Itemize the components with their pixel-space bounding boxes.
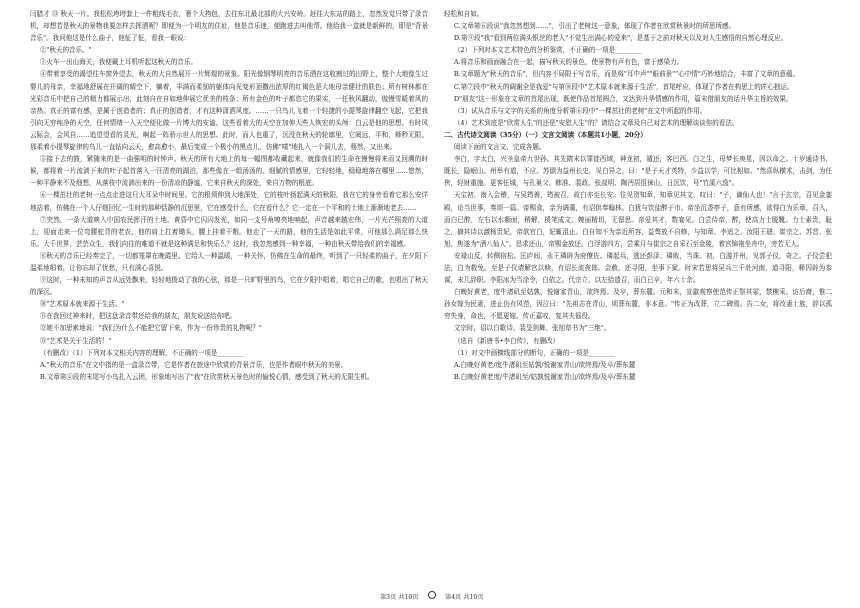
question-line: A.白晚好黄老/度牛渚矶至姑孰/悦谢家青山/欲终焉/及卒/葬东麓 [453,360,636,369]
passage-paragraph: ⑦突然，一条大道映入中国农民挥汗的土地。黄昏中它闪闪发光，如同一支号角嘹亮地响起，声音越来越宏伟，一片光芒照亮的大道上，迎面走来一位弯腰驼背的老农，他的肩上扛着锄头，腰上挂着干粮。他走了一天的路，他的生活是如此平常，可他那么满足那么快乐。大千世界，芸芸众生，我们向往的难道不就是这种满足和快乐么？这时，我忽然感到一种幸福，一种由秋天带给我们的幸福感。 [30,215,428,248]
page-number-right: 第4页 共10页 [445,594,484,601]
classical-intro: 阅读下面的文言文，完成各题。 [453,143,546,152]
reading-questions [30,347,428,383]
classical-paragraph: 安禄山反，转侧宿松、匡庐间，永王璘辟为府僚佐。璘起兵，逃还彭泽；璘败，当诛。初，白游并州，见郭子仪，奇之。子仪尝犯法，白为救免。至是子仪请解官以赎，有诏长流夜郎。会赦，还寻阳，坐事下狱。时宋若思将吴兵三千赴河南，道寻阳，释囚辟为参谋，未几辞职。李阳冰为当涂令，白依之。代宗立，以左拾遗召，而白已卒，年六十余。 [444,251,832,285]
classical-paragraph: 文宗时，诏以白歌诗、裴旻剑舞、张旭草书为"三绝"。 [453,324,611,333]
binding-hole-icon [428,591,436,599]
passage-paragraph: ④带着享受的渴望往车窗外望去，秋天的大自然展开一片辉煌的景象。阳光像钢琴明亮的音乐洒在这收割过的田野上，整个大地像生过婴儿的母亲，幸福地舒展在开阔的晴空下，躺着，丰满而柔韧的躯体向光变形顶撒出浓厚的红褐色是大地母亲健壮的肤色；所有树林都在光彩音乐中把自己的精力都展示出，此刻自在自如地伸展它优美的枝条；所有金色的叶子都恣它的果实，一任秋风翻动，傲慢雪暖着风的亲热。真正的富有感，是属于创造者的；真正的创造者，才有这种潇洒风度。……一只鸟儿飞着一个轻捷的小提琴旋律翻空飞起，它把我引向无穷纯净的天空，任何情绪一入天空便化做一片博大的安谧。这些看着大的天空在加伸大些人恢宏的头颅：白云是他的思想。有时风云际会，会风自……追望望看的灵光，啊起一阵骄示世人的思想。此时，而人也重了，沉没在秋天的轮廓里，它阅远，平和，释秒无限。那柔着小提琴旋律的鸟儿一直钻向云天，愈高愈小，最后变成一个极小的黑点儿，仿佛"噗"地扎入一个洞儿去，蓦然，又出来。 [30,70,428,152]
passage-paragraph: ⑥一棵茁壮的老树一点点走进这只大耳朵中时间里。它的根须伸到大地深处，它的枝叶扬起满天的秋阳，我在它的身旁看着它那么安详地站着，仿佛在一个人仔细回忆一生时的那种恬静的沉思里，它在感受什么，它在看什么？它一定在一个平和的土地上渐渐地老去…… [30,191,428,212]
question-line: B.白晚好黄老度/牛渚矶至/姑孰悦谢家青山/欲终焉/及卒/葬东麓 [453,372,636,381]
question-line: 轻松和自如。 [444,10,484,18]
question-line: （3）试从音乐与文字的关系的角度分析第⑥段中"一棵茁壮的老树"在文中所起的作用。 [453,106,707,115]
passage-paragraph: ②"秋天的音乐。" [39,46,92,55]
question-line: B.文章第④段的末尾写小鸟扎入云团，形象地写出了"我"在欣赏秋天景色时的愉悦心情，感受到了秋天的无限生机。 [39,372,374,381]
classical-paragraph: （选自《新唐书•李白传》，有删改） [453,336,560,345]
question-line: C.文章第⑥段说"我忽然想到……"，引出了老树这一意象，体现了作者在欣赏秋景时的所思所感。 [453,22,736,31]
passage-paragraph: ⑪在我回过神来时，把这盘录音带还给我的朋友，朋友说送给你吧。 [39,312,237,321]
passage-paragraph: ⑨这时，一种未知的声音从远处飘来，轻轻地拨动了我的心弦，那是一只旷野里的鸟，它在夕阳中唱着，唱它自己的歌，也唱出了秋天的深沉。 [30,276,428,297]
passage-paragraph: ⑩"艺术原本就来源于生活。" [39,300,125,309]
question-line: C.第⑦段中"秋天的阔谢全是我爱"与第⑩段中"艺术原本就来源于生活"，首尾呼应，体现了作者在构思上的匠心独运。 [453,82,794,91]
reading-questions-continued [444,8,832,129]
question-line: D.第⑨段"我"看到两位满头银丝的老人"不觉生出满心的爱来"，是基于之前对秋天以及对人生感悟的自然心理反应。 [453,34,788,43]
classical-passage [444,153,832,347]
question-line: （4）艺术到底是"欣赏人生"的还是"安慰人生"的？请结合文章及自己对艺术的理解谈谈你的看法。 [453,118,739,127]
question-line: B.文章题为"秋天的音乐"，但内容不局限于写音乐，而是将"耳中声""眼前景""心中情"巧妙地结合，丰富了文章的意蕴。 [453,70,800,79]
classical-paragraph: 天宝初，南入会稽，与吴筠善，筠被召，故白亦至长安。往见贺知章，知章见其文，叹曰："子，谪仙人也！"言于玄宗，召见金銮殿，论当世事，奏颂一篇。帝赐食，亲为调羹，有诏供奉翰林。白犹与饮徒醉于市。帝坐沉香亭子，意有所感，欲得白为乐章，召入，而白已醉，左右以水颒面，稍解，援笔成文，婉丽精切，无留思。帝爱其才，数宴见。白尝侍帝，醉，使高力士脱靴。力士素贵，耻之，摘其诗以激杨贵妃，帝欲官白，妃辄沮止。白自知不为亲近所容，益骜放不自修，与知章、李适之、汝阳王琎、崔宗之、苏晋、张旭、焦遂为"酒八仙人"。恳求还山，帝赐金放还。白浮游四方，尝乘月与崔宗之自采石至金陵，着宫锦袍坐舟中，旁若无人。 [444,191,832,248]
question-line: （2）下列对本文艺术特色的分析鉴赏，不正确的一项是________ [453,46,642,55]
question-line: （有删改）（1）下列对本文相关内容的理解，不正确的一项是________ [39,348,244,357]
passage-paragraph: ⑫她不加思索地说："我们为什么不能把它留下来，作为一份珍贵的礼物呢？" [39,324,262,333]
classical-paragraph: 李白，字太白，兴圣皇帝九世孙。其先隋末以罪徙西域，神龙初，遁还，客巴西。白之生，母梦长庚星，因以命之。十岁通诗书，既长，隐岷山。州举有道，不应。苏颋为益州长史，见白异之，曰："是子天才英特，少益以学，可比相如。"然喜纵横术，击剑，为任侠，轻财重施。更客任城，与孔巢父、韩准、裴政、张叔明、陶沔居徂徕山，日沉饮，号"竹溪六逸"。 [444,155,832,188]
passage-paragraph: ⑤接下去的鼓，紧随来的是一曲强明的时钟声。秋天的所有大地上的每一幅图都收藏起来，就像我们的生命在慢慢将来而又回溯的时候，都将着一片流淌下来的叶子起首落入一汪清亮的湖泊，那些像在一组汤汤的、细腻的情感里，它轻轻地，稳稳地落在哪里……悠然，一种平静来不及细想，从落枝中流淌出来的一份清凉的静谧，它来自秋天的深处，来自万物的根底。 [30,155,428,188]
question-line: （1）对文中画横线部分的断句，正确的一项是________ [453,348,616,357]
passage-paragraph: ⑧秋天的音乐已经奏完了，一切都笼罩在晚霞里。它给人一种温暖，一种关怀，仿佛在生命的最终，听到了一只轻柔的曲子，在夕阳下温柔地唱着，让你忘却了忧愁，只有满心喜悦。 [30,251,428,272]
question-line: D"朋友"这一形象在文章的首尾出现，既使作品首尾圆合，又达到升华情感的作用，篇末借朋友的话升华主旨的效果。 [453,94,793,103]
page-number-left: 第3页 共10页 [380,594,419,601]
left-column [30,8,428,383]
classical-questions [444,347,832,383]
right-column [444,8,832,383]
classical-paragraph: 白晚好黄老，度牛渚矶至姑孰，悦谢家青山，欲终焉。及卒，葬东麓。元和末，宣歙观察使范传正祭其冢，禁樵采。访后裔，惟二孙女嫁为民妻，进止仍有风范，因泣曰："先祖志在青山，顷葬东麓，非本意。"传正为改葬，立二碑焉。告二女，将改妻士族，辞以孤穷失身，命也，不愿更嫁。传正嘉叹，复其夫徭役。 [444,288,832,321]
section-title: 二、古代诗文阅读（35分）（一）文言文阅读（本题共1小题，20分） [444,130,647,139]
reading-passage [30,8,428,347]
passage-paragraph: 闫腊才 ⑬ 秋天一片。我松松垮垮套上一件粗线毛衣，奢个大挎包，去往东北最北部的大兴安岭。赶往大东站的路上，忽然发觉只带了录音机，却想若是秋天的景物我要怎样去挥洒呢？即便为一个明友的住址，他是音乐迷，便跑进去叫他帮。他给我一盒就是新鲜的，即是"背景音乐"。我问他这是什么曲子，他怔了怔，看我一眼说： [30,10,428,43]
question-line: A.将音乐和画面融合在一起，描写秋天的景色，使景物有声有色，富于感染力。 [453,58,684,67]
passage-paragraph: ③火车一出山海关，我便戴上耳机听起这秋天的音乐。 [39,58,197,67]
question-line: A."秋天的音乐"在文中指的是一盒录音带，它是作者在旅途中欣赏的背景音乐，也是作者眼中秋天的美景。 [39,360,348,369]
passage-paragraph: ⑬"艺术是关于生活的！" [39,336,112,345]
